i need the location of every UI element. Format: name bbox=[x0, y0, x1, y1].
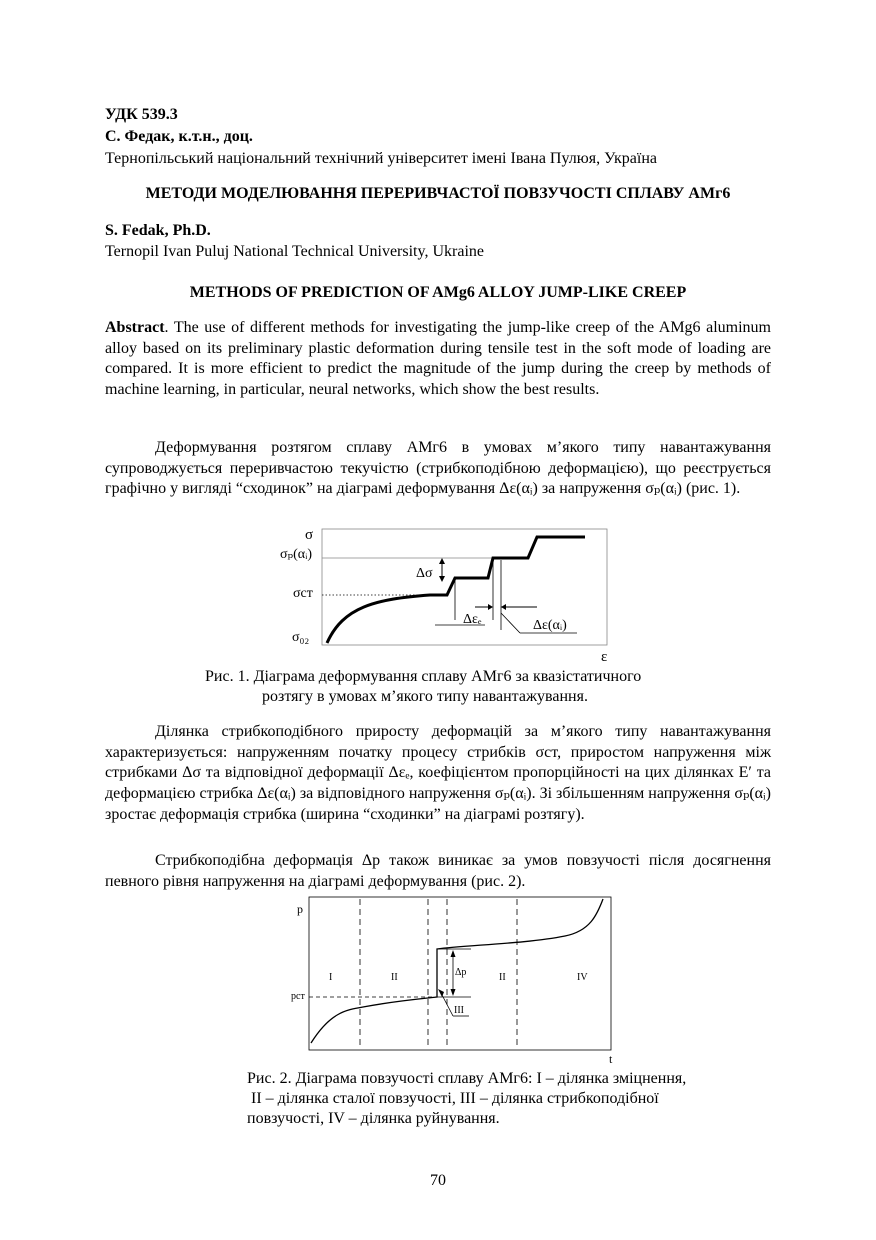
paragraph-1-text: Деформування розтягом сплаву АМг6 в умовах м’якого типу навантажування супроводжується переривчастою текучістю (стрибкоподібною деформацією), що реєструється графічно у вигляді “сходинок” на діаграмі деформування Δε(αᵢ) за напруження σₚ(αᵢ) (рис. 1). bbox=[105, 439, 771, 498]
figure-2-delta-p-label: Δp bbox=[455, 967, 467, 978]
figure-1-x-axis-label: ε bbox=[601, 649, 608, 665]
figure-1-delta-eps-label: Δε(αᵢ) bbox=[533, 618, 567, 633]
figure-1-y-axis-label: σ bbox=[305, 527, 314, 543]
figure-2-zone-IV-label: IV bbox=[577, 972, 588, 983]
figure-1-sigma-02-label: σ₀₂ bbox=[292, 630, 310, 645]
paragraph-2-text: Ділянка стрибкоподібного приросту деформацій за м’якого типу навантажування характеризується: напруженням початку процесу стрибків σст, приростом напруження між стрибками Δσ та відповідної деформації Δεₑ, коефіцієнтом пропорційності на цих ділянках E′ та деформацією стрибка Δε(αᵢ) за відповідного напруження σₚ(αᵢ). Зі збільшенням напруження σₚ(αᵢ) зростає деформація стрибка (ширина “сходинки” на діаграмі розтягу). bbox=[105, 723, 771, 823]
title-ua: МЕТОДИ МОДЕЛЮВАННЯ ПЕРЕРИВЧАСТОЇ ПОВЗУЧОСТІ СПЛАВУ АМг6 bbox=[145, 185, 731, 202]
figure-2-zone-II-a-label: II bbox=[391, 972, 398, 983]
figure-2-caption-line-2: II – ділянка сталої повзучості, III – ділянка стрибкоподібної bbox=[251, 1090, 659, 1107]
page-number: 70 bbox=[430, 1172, 446, 1189]
affiliation-en: Ternopil Ivan Puluj National Technical University, Ukraine bbox=[105, 243, 484, 260]
abstract-label: Abstract bbox=[105, 319, 165, 336]
figure-2-y-axis-label: p bbox=[297, 902, 303, 916]
figure-2-zone-III-label: III bbox=[454, 1005, 464, 1016]
figure-2-caption-line-1: Рис. 2. Діаграма повзучості сплаву АМг6: I – ділянка зміцнення, bbox=[247, 1070, 687, 1087]
figure-1-caption-line-1: Рис. 1. Діаграма деформування сплаву АМг6 за квазістатичного bbox=[205, 668, 642, 685]
figure-2-zone-II-b-label: II bbox=[499, 972, 506, 983]
author-en: S. Fedak, Ph.D. bbox=[105, 222, 211, 239]
figure-1-caption-line-2: розтягу в умовах м’якого типу навантажування. bbox=[262, 688, 588, 705]
figure-2-caption-line-3: повзучості, IV – ділянка руйнування. bbox=[247, 1110, 500, 1127]
abstract bbox=[105, 318, 771, 401]
figure-1-delta-eps-e-label: Δεₑ bbox=[463, 612, 482, 627]
udk-code: УДК 539.3 bbox=[105, 106, 178, 123]
paragraph-3-text: Стрибкоподібна деформація Δp також виникає за умов повзучості після досягнення певного рівня напруження на діаграмі деформування (рис. 2). bbox=[105, 852, 771, 890]
figure-1-diagram bbox=[275, 525, 615, 665]
title-en: METHODS OF PREDICTION OF AMg6 ALLOY JUMP-LIKE CREEP bbox=[189, 284, 687, 301]
figure-1-delta-sigma-label: Δσ bbox=[416, 566, 433, 581]
paragraph-2 bbox=[105, 722, 771, 826]
figure-2-diagram bbox=[285, 893, 625, 1068]
affiliation-ua: Тернопільський національний технічний університет імені Івана Пулюя, Україна bbox=[105, 150, 657, 167]
author-ua: С. Федак, к.т.н., доц. bbox=[105, 128, 253, 145]
figure-2-x-axis-label: t bbox=[609, 1052, 613, 1066]
figure-1-sigma-st-label: σст bbox=[293, 586, 313, 601]
figure-1-sigma-p-label: σₚ(αᵢ) bbox=[280, 547, 313, 562]
paragraph-3 bbox=[105, 851, 771, 892]
paragraph-1 bbox=[105, 438, 771, 500]
figure-2-zone-I-label: I bbox=[329, 972, 333, 983]
abstract-text: . The use of different methods for investigating the jump-like creep of the AMg6 aluminum alloy based on its preliminary plastic deformation during tensile test in the soft mode of loading are compared. It is more efficient to predict the magnitude of the jump during the creep by methods of machine learning, in particular, neural networks, which show the best results. bbox=[105, 319, 771, 399]
figure-2-p-st-label: pст bbox=[291, 991, 305, 1002]
